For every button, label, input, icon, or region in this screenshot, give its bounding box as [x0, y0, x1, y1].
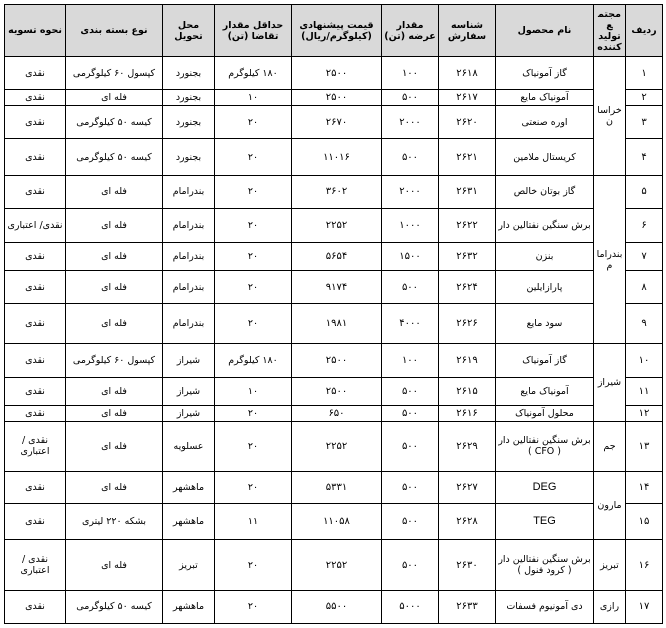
cell-row-no: ۱۰ [626, 344, 663, 377]
cell-supply-qty: ۵۰۰ [382, 90, 439, 106]
cell-supply-qty: ۲۰۰۰ [382, 175, 439, 208]
cell-base-price: ۲۵۰۰ [292, 377, 382, 405]
cell-base-price: ۵۳۳۱ [292, 472, 382, 504]
cell-delivery: ماهشهر [163, 590, 215, 623]
cell-settlement: نقدی / اعتباری [5, 421, 66, 471]
cell-row-no: ۹ [626, 304, 663, 344]
cell-base-price: ۵۵۰۰ [292, 590, 382, 623]
cell-settlement: نقدی [5, 590, 66, 623]
table-row [5, 175, 663, 208]
cell-order-id: ۲۶۳۱ [439, 175, 496, 208]
cell-row-no: ۱۷ [626, 590, 663, 623]
cell-settlement: نقدی [5, 472, 66, 504]
cell-product: DEG [496, 472, 594, 504]
cell-min-demand: ۲۰ [215, 175, 292, 208]
cell-min-demand: ۱۰ [215, 377, 292, 405]
table-row [5, 208, 663, 242]
cell-order-id: ۲۶۳۲ [439, 242, 496, 270]
cell-row-no: ۸ [626, 271, 663, 304]
cell-supply-qty: ۵۰۰ [382, 271, 439, 304]
cell-settlement: نقدی [5, 405, 66, 421]
cell-settlement: نقدی [5, 242, 66, 270]
cell-order-id: ۲۶۳۳ [439, 590, 496, 623]
table-row [5, 405, 663, 421]
cell-producer: جم [594, 421, 626, 471]
cell-base-price: ۱۹۸۱ [292, 304, 382, 344]
cell-row-no: ۱۵ [626, 504, 663, 540]
cell-min-demand: ۲۰ [215, 208, 292, 242]
cell-product: برش سنگین نفتالین دار ( CFO ) [496, 421, 594, 471]
cell-packaging: فله ای [66, 304, 163, 344]
cell-base-price: ۲۶۷۰ [292, 106, 382, 139]
cell-delivery: تبریز [163, 540, 215, 590]
cell-base-price: ۲۵۰۰ [292, 344, 382, 377]
cell-supply-qty: ۵۰۰ [382, 377, 439, 405]
cell-order-id: ۲۶۲۱ [439, 139, 496, 175]
header-row [5, 5, 663, 57]
cell-row-no: ۱ [626, 57, 663, 90]
cell-packaging: کپسول ۶۰ کیلوگرمی [66, 57, 163, 90]
cell-row-no: ۱۲ [626, 405, 663, 421]
table-row [5, 540, 663, 590]
cell-delivery: بجنورد [163, 90, 215, 106]
table-row [5, 344, 663, 377]
cell-min-demand: ۲۰ [215, 304, 292, 344]
cell-settlement: نقدی [5, 57, 66, 90]
cell-packaging: فله ای [66, 208, 163, 242]
cell-base-price: ۲۲۵۲ [292, 540, 382, 590]
table-row [5, 271, 663, 304]
cell-product: TEG [496, 504, 594, 540]
col-header-row-no: ردیف [626, 5, 663, 57]
cell-row-no: ۶ [626, 208, 663, 242]
cell-product: سود مایع [496, 304, 594, 344]
col-header-delivery: محل تحویل [163, 5, 215, 57]
cell-settlement: نقدی [5, 377, 66, 405]
cell-packaging: فله ای [66, 405, 163, 421]
cell-product: آمونیاک مایع [496, 90, 594, 106]
cell-min-demand: ۱۸۰ کیلوگرم [215, 344, 292, 377]
cell-packaging: فله ای [66, 175, 163, 208]
cell-base-price: ۳۶۰۲ [292, 175, 382, 208]
col-header-order-id: شناسه سفارش [439, 5, 496, 57]
cell-min-demand: ۲۰ [215, 405, 292, 421]
cell-packaging: فله ای [66, 271, 163, 304]
cell-packaging: فله ای [66, 540, 163, 590]
cell-delivery: شیراز [163, 344, 215, 377]
cell-supply-qty: ۵۰۰ [382, 504, 439, 540]
cell-supply-qty: ۱۵۰۰ [382, 242, 439, 270]
cell-base-price: ۹۱۷۴ [292, 271, 382, 304]
cell-product: بنزن [496, 242, 594, 270]
cell-order-id: ۲۶۲۰ [439, 106, 496, 139]
cell-product: پارازایلین [496, 271, 594, 304]
cell-base-price: ۲۵۰۰ [292, 57, 382, 90]
cell-supply-qty: ۵۰۰ [382, 405, 439, 421]
cell-base-price: ۲۲۵۲ [292, 421, 382, 471]
cell-producer: رازی [594, 590, 626, 623]
col-header-min-demand: حداقل مقدار تقاضا (تن) [215, 5, 292, 57]
cell-product: اوره صنعتی [496, 106, 594, 139]
cell-product: محلول آمونیاک [496, 405, 594, 421]
col-header-supply-qty: مقدار عرضه (تن) [382, 5, 439, 57]
table-row [5, 57, 663, 90]
cell-base-price: ۲۵۰۰ [292, 90, 382, 106]
table-row [5, 472, 663, 504]
cell-delivery: بندرامام [163, 271, 215, 304]
cell-supply-qty: ۱۰۰ [382, 57, 439, 90]
cell-row-no: ۷ [626, 242, 663, 270]
table-row [5, 421, 663, 471]
cell-supply-qty: ۲۰۰۰ [382, 106, 439, 139]
cell-settlement: نقدی / اعتباری [5, 540, 66, 590]
cell-delivery: بجنورد [163, 57, 215, 90]
cell-row-no: ۱۱ [626, 377, 663, 405]
cell-order-id: ۲۶۲۷ [439, 472, 496, 504]
cell-producer: مارون [594, 472, 626, 540]
cell-delivery: بجنورد [163, 139, 215, 175]
cell-packaging: کیسه ۵۰ کیلوگرمی [66, 106, 163, 139]
cell-packaging: فله ای [66, 242, 163, 270]
cell-min-demand: ۱۰ [215, 90, 292, 106]
cell-base-price: ۲۲۵۲ [292, 208, 382, 242]
cell-producer: تبریز [594, 540, 626, 590]
cell-row-no: ۱۳ [626, 421, 663, 471]
table-row [5, 504, 663, 540]
cell-producer: خراسان [594, 57, 626, 176]
cell-delivery: ماهشهر [163, 472, 215, 504]
cell-order-id: ۲۶۲۲ [439, 208, 496, 242]
cell-order-id: ۲۶۲۴ [439, 271, 496, 304]
col-header-producer: مجتمع تولید کننده [594, 5, 626, 57]
col-header-packaging: نوع بسته بندی [66, 5, 163, 57]
cell-packaging: فله ای [66, 472, 163, 504]
cell-min-demand: ۲۰ [215, 271, 292, 304]
cell-min-demand: ۲۰ [215, 242, 292, 270]
cell-supply-qty: ۵۰۰ [382, 421, 439, 471]
cell-min-demand: ۱۱ [215, 504, 292, 540]
table-row [5, 304, 663, 344]
cell-delivery: عسلویه [163, 421, 215, 471]
cell-row-no: ۳ [626, 106, 663, 139]
cell-row-no: ۴ [626, 139, 663, 175]
cell-order-id: ۲۶۱۶ [439, 405, 496, 421]
cell-packaging: کیسه ۵۰ کیلوگرمی [66, 139, 163, 175]
cell-packaging: کپسول ۶۰ کیلوگرمی [66, 344, 163, 377]
cell-supply-qty: ۵۰۰ [382, 540, 439, 590]
col-header-settlement: نحوه تسویه [5, 5, 66, 57]
cell-product: کریستال ملامین [496, 139, 594, 175]
cell-min-demand: ۲۰ [215, 472, 292, 504]
cell-base-price: ۱۱۰۱۶ [292, 139, 382, 175]
cell-product: برش سنگین نفتالین دار [496, 208, 594, 242]
cell-base-price: ۵۶۵۴ [292, 242, 382, 270]
cell-settlement: نقدی [5, 90, 66, 106]
cell-row-no: ۱۶ [626, 540, 663, 590]
cell-min-demand: ۲۰ [215, 421, 292, 471]
cell-order-id: ۲۶۲۶ [439, 304, 496, 344]
cell-packaging: کیسه ۵۰ کیلوگرمی [66, 590, 163, 623]
col-header-base-price: قیمت پیشنهادی (کیلوگرم/ریال) [292, 5, 382, 57]
cell-product: برش سنگین نفتالین دار ( کرود فنول ) [496, 540, 594, 590]
cell-settlement: نقدی/ اعتباری [5, 208, 66, 242]
table-row [5, 139, 663, 175]
cell-settlement: نقدی [5, 271, 66, 304]
cell-settlement: نقدی [5, 175, 66, 208]
cell-product: دی آمونیوم فسفات [496, 590, 594, 623]
cell-supply-qty: ۱۰۰۰ [382, 208, 439, 242]
cell-supply-qty: ۵۰۰۰ [382, 590, 439, 623]
cell-delivery: بندرامام [163, 304, 215, 344]
cell-supply-qty: ۵۰۰ [382, 139, 439, 175]
cell-base-price: ۶۵۰ [292, 405, 382, 421]
cell-supply-qty: ۴۰۰۰ [382, 304, 439, 344]
cell-delivery: بندرامام [163, 175, 215, 208]
cell-delivery: بجنورد [163, 106, 215, 139]
col-header-product: نام محصول [496, 5, 594, 57]
cell-packaging: بشکه ۲۲۰ لیتری [66, 504, 163, 540]
cell-settlement: نقدی [5, 504, 66, 540]
table-row [5, 590, 663, 623]
cell-base-price: ۱۱۰۵۸ [292, 504, 382, 540]
cell-packaging: فله ای [66, 90, 163, 106]
cell-min-demand: ۲۰ [215, 139, 292, 175]
cell-order-id: ۲۶۲۸ [439, 504, 496, 540]
cell-delivery: بندرامام [163, 208, 215, 242]
cell-order-id: ۲۶۱۵ [439, 377, 496, 405]
cell-delivery: شیراز [163, 377, 215, 405]
cell-min-demand: ۲۰ [215, 540, 292, 590]
cell-settlement: نقدی [5, 106, 66, 139]
cell-order-id: ۲۶۳۰ [439, 540, 496, 590]
cell-order-id: ۲۶۱۷ [439, 90, 496, 106]
cell-supply-qty: ۵۰۰ [382, 472, 439, 504]
cell-order-id: ۲۶۲۹ [439, 421, 496, 471]
cell-product: آمونیاک مایع [496, 377, 594, 405]
cell-min-demand: ۲۰ [215, 106, 292, 139]
cell-product: گاز آمونیاک [496, 344, 594, 377]
cell-order-id: ۲۶۱۸ [439, 57, 496, 90]
table-row [5, 242, 663, 270]
cell-min-demand: ۱۸۰ کیلوگرم [215, 57, 292, 90]
table-row [5, 377, 663, 405]
table-row [5, 106, 663, 139]
cell-delivery: ماهشهر [163, 504, 215, 540]
cell-product: گاز آمونیاک [496, 57, 594, 90]
cell-supply-qty: ۱۰۰ [382, 344, 439, 377]
table-row [5, 90, 663, 106]
cell-min-demand: ۲۰ [215, 590, 292, 623]
cell-row-no: ۲ [626, 90, 663, 106]
cell-row-no: ۱۴ [626, 472, 663, 504]
cell-settlement: نقدی [5, 344, 66, 377]
cell-settlement: نقدی [5, 139, 66, 175]
cell-row-no: ۵ [626, 175, 663, 208]
cell-product: گاز بوتان خالص [496, 175, 594, 208]
cell-order-id: ۲۶۱۹ [439, 344, 496, 377]
cell-settlement: نقدی [5, 304, 66, 344]
cell-producer: شیراز [594, 344, 626, 421]
product-offer-table [4, 4, 663, 624]
cell-packaging: فله ای [66, 377, 163, 405]
cell-producer: بندرامام [594, 175, 626, 344]
cell-packaging: فله ای [66, 421, 163, 471]
cell-delivery: بندرامام [163, 242, 215, 270]
cell-delivery: شیراز [163, 405, 215, 421]
